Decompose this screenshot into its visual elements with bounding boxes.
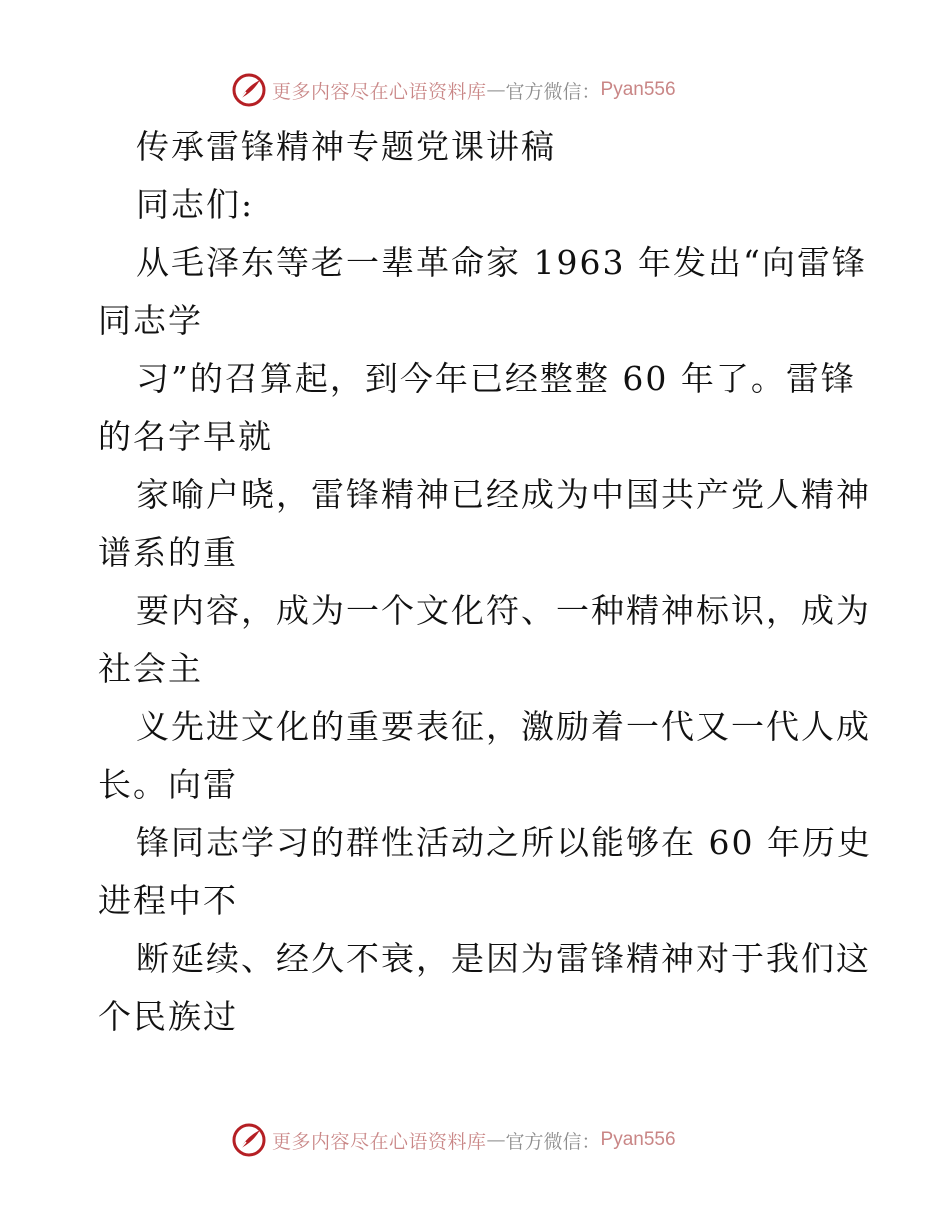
paragraph-line: 社会主 [98,649,203,688]
paragraph-line: 义先进文化的重要表征，激励着一代又一代人成 [136,707,871,746]
paragraph-line: 同志学 [98,301,203,340]
banner-text: 更多内容尽在心语资料库 [272,80,487,103]
paragraph-line: 的名字早就 [98,417,273,456]
paragraph-line: 个民族过 [98,997,238,1036]
header-banner [232,72,752,108]
quill-pen-logo-icon [232,1123,266,1157]
paragraph-line: 进程中不 [98,881,238,920]
paragraph-line: 家喻户晓，雷锋精神已经成为中国共产党人精神 [136,475,871,514]
paragraph-line: 长。向雷 [98,765,238,804]
banner-contact-label: 官方微信： [505,80,601,103]
greeting: 同志们: [136,185,255,224]
paragraph-line: 锋同志学习的群性活动之所以能够在 60 年历史 [136,823,872,862]
footer-banner [232,1122,752,1158]
document-body [98,118,872,1046]
banner-separator: — [486,79,506,101]
paragraph-line: 习”的召算起，到今年已经整整 60 年了。雷锋 [136,359,856,398]
paragraph-line: 要内容，成为一个文化符、一种精神标识，成为 [136,591,871,630]
paragraph-line: 断延续、经久不衰，是因为雷锋精神对于我们这 [136,939,871,978]
quill-pen-logo-icon [232,73,266,107]
document-title: 传承雷锋精神专题党课讲稿 [136,127,556,166]
paragraph-line: 从毛泽东等老一辈革命家 1963 年发出“向雷锋 [136,243,867,282]
banner-separator: — [486,1129,506,1151]
banner-text: 更多内容尽在心语资料库 [272,1130,487,1153]
banner-contact-label: 官方微信： [505,1130,601,1153]
banner-contact-id: Pyan556 [600,1129,676,1150]
paragraph-line: 谱系的重 [98,533,238,572]
banner-contact-id: Pyan556 [600,79,676,100]
